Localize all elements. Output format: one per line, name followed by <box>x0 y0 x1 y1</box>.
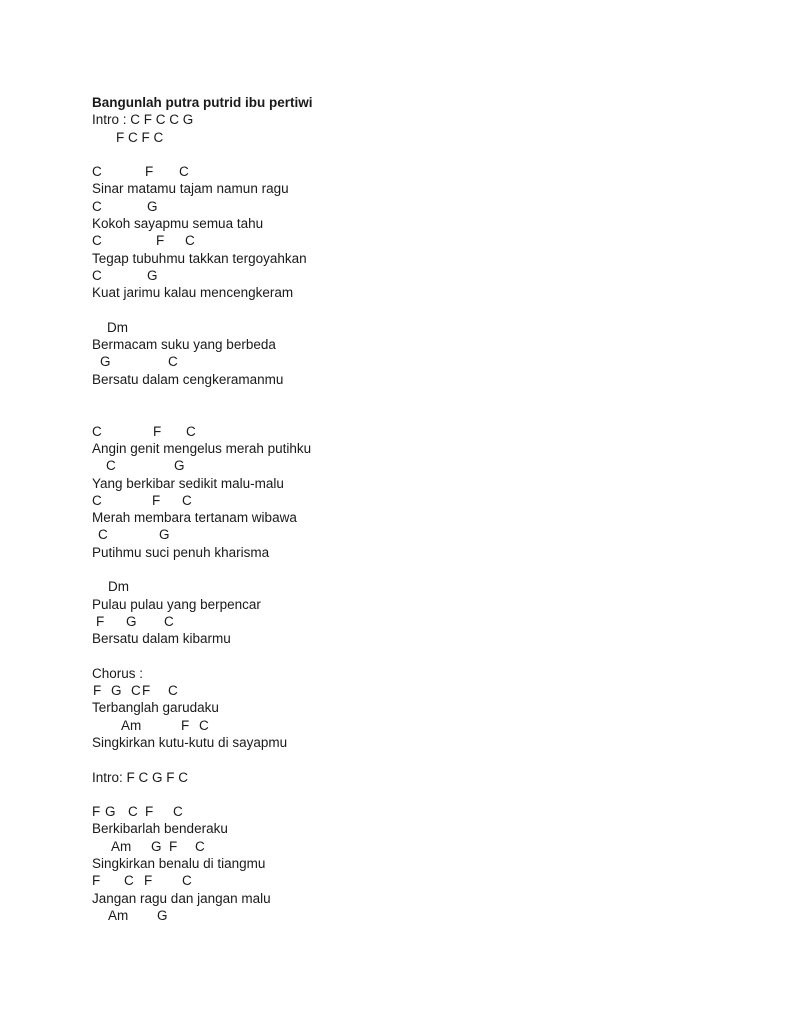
chord-token: F <box>144 873 153 889</box>
chord-token: C <box>173 804 183 820</box>
chord-token: G <box>105 804 116 820</box>
chord-token: F <box>92 804 101 820</box>
blank-line <box>92 648 712 665</box>
lyric-line: Jangan ragu dan jangan malu <box>92 890 271 906</box>
chord-token: G <box>111 683 122 699</box>
chord-token: C <box>106 458 116 474</box>
blank-line <box>92 561 712 578</box>
lyric-line: Kokoh sayapmu semua tahu <box>92 216 264 232</box>
lyric-line: Putihmu suci penuh kharisma <box>92 544 270 560</box>
chord-token: G <box>126 613 137 629</box>
chord-line <box>92 838 712 855</box>
chord-line <box>92 717 712 734</box>
chord-token: F <box>169 838 178 854</box>
lyric-line: Singkirkan kutu-kutu di sayapmu <box>92 734 288 750</box>
chord-token: F <box>145 164 154 180</box>
chord-line <box>92 492 712 509</box>
chord-line <box>92 872 712 889</box>
blank-line <box>92 786 712 803</box>
chord-token: G <box>157 907 168 923</box>
chord-token: F <box>152 492 161 508</box>
chord-token: C <box>124 873 134 889</box>
chord-line <box>92 803 712 820</box>
chord-token: C <box>128 804 138 820</box>
blank-line <box>92 146 712 163</box>
chord-line <box>92 907 712 924</box>
lyric-line: Bersatu dalam kibarmu <box>92 631 231 647</box>
chord-token: C <box>195 838 205 854</box>
blank-line <box>92 302 712 319</box>
chord-token: Dm <box>107 319 128 335</box>
chord-token: C <box>92 233 102 249</box>
chord-token: C <box>92 164 102 180</box>
chord-line <box>92 353 712 370</box>
lyric-line: Merah membara tertanam wibawa <box>92 510 297 526</box>
chord-line <box>92 578 712 595</box>
chord-line <box>92 423 712 440</box>
chord-token: F <box>142 683 151 699</box>
chord-token: Am <box>108 907 129 923</box>
chord-token: F <box>153 423 162 439</box>
chord-token: Am <box>111 838 132 854</box>
chord-token: Am <box>121 717 142 733</box>
chord-line <box>92 232 712 249</box>
chord-token: C <box>168 354 178 370</box>
lyric-line: Singkirkan benalu di tiangmu <box>92 856 266 872</box>
chord-token: G <box>147 267 158 283</box>
chord-token: C <box>186 423 196 439</box>
chord-token: G <box>174 458 185 474</box>
chord-token: F <box>145 804 154 820</box>
chord-token: C <box>98 527 108 543</box>
chord-token: C <box>92 492 102 508</box>
chord-token: G <box>159 527 170 543</box>
song-title: Bangunlah putra putrid ibu pertiwi <box>92 95 313 110</box>
lyric-line: Angin genit mengelus merah putihku <box>92 440 312 456</box>
text-line: F C F C <box>116 129 164 145</box>
chord-line <box>92 457 712 474</box>
chord-line <box>92 163 712 180</box>
chord-token: C <box>92 423 102 439</box>
chord-token: F <box>92 873 101 889</box>
text-line: Intro : C F C C G <box>92 112 194 128</box>
chord-token: C <box>168 683 178 699</box>
lyric-line: Bersatu dalam cengkeramanmu <box>92 371 284 387</box>
lyric-line: Sinar matamu tajam namun ragu <box>92 181 289 197</box>
chord-token: F <box>93 683 102 699</box>
lyric-line: Yang berkibar sedikit malu-malu <box>92 475 284 491</box>
chord-token: Dm <box>108 579 129 595</box>
chord-token: C <box>92 198 102 214</box>
chord-line <box>92 198 712 215</box>
lyric-line: Kuat jarimu kalau mencengkeram <box>92 285 294 301</box>
chord-line <box>92 613 712 630</box>
chord-token: C <box>182 873 192 889</box>
chord-token: C <box>179 164 189 180</box>
chord-token: C <box>92 267 102 283</box>
chord-token: G <box>151 838 162 854</box>
lyric-line: Pulau pulau yang berpencar <box>92 596 261 612</box>
text-line: Chorus : <box>92 665 144 681</box>
chord-line <box>92 267 712 284</box>
chord-line <box>92 319 712 336</box>
blank-line <box>92 751 712 768</box>
chord-line <box>92 526 712 543</box>
chord-token: G <box>147 198 158 214</box>
chord-token: C <box>182 492 192 508</box>
blank-line <box>92 405 712 422</box>
text-line: Intro: F C G F C <box>92 769 189 785</box>
chord-token: F <box>96 613 105 629</box>
chord-token: F <box>156 233 165 249</box>
chord-line <box>92 682 712 699</box>
lyric-line: Berkibarlah benderaku <box>92 821 228 837</box>
lyric-line: Tegap tubuhmu takkan tergoyahkan <box>92 250 307 266</box>
chord-token: C <box>164 613 174 629</box>
chord-token: C <box>131 683 141 699</box>
chord-token: G <box>100 354 111 370</box>
blank-line <box>92 388 712 405</box>
lyric-line: Terbanglah garudaku <box>92 700 219 716</box>
lyric-line: Bermacam suku yang berbeda <box>92 337 276 353</box>
chord-token: C <box>199 717 209 733</box>
chord-token: F <box>181 717 190 733</box>
song-lines <box>92 94 712 924</box>
chord-token: C <box>185 233 195 249</box>
